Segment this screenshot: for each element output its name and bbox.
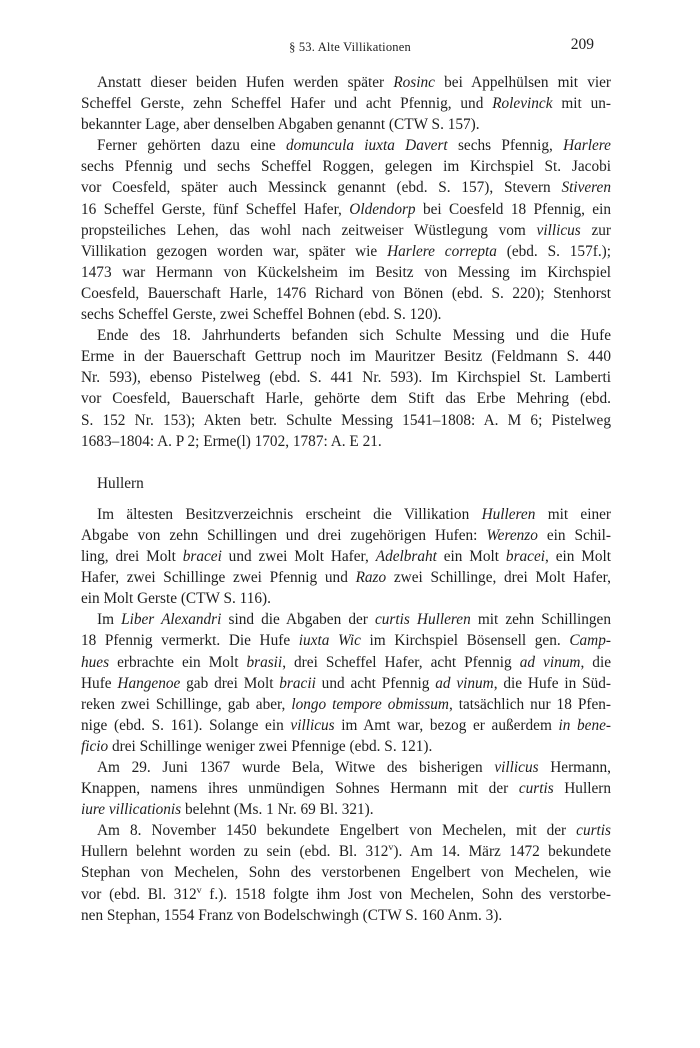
text-line — [81, 546, 611, 567]
text-run: Coesfeld, Bauerschaft Harle, 1476 Richard von Bönen (ebd. S. 220); Stenhorst — [81, 284, 611, 302]
italic-term: Harlere correpta — [387, 242, 497, 260]
spacer — [81, 452, 611, 473]
text-run: S. 152 Nr. 153); Akten betr. Schulte Messing 1541–1808: A. M 6; Pistelweg — [81, 411, 611, 429]
text-run: 16 Scheffel Gerste, fünf Scheffel Hafer, — [81, 200, 350, 218]
text-run: und acht Pfennig — [315, 674, 436, 692]
text-line — [81, 757, 611, 778]
italic-term: Oldendorp — [349, 200, 416, 218]
text-line — [81, 905, 611, 926]
text-run: ). Am 14. März 1472 bekundete — [393, 843, 612, 861]
text-run: 1473 war Hermann von Kückelsheim im Besitz von Messing im Kirchspiel — [81, 263, 611, 281]
text-line — [81, 304, 611, 325]
text-line — [81, 884, 611, 905]
page-number: 209 — [570, 36, 594, 53]
text-run: mit un- — [552, 95, 611, 113]
text-run: im Kirchspiel Bösensell gen. — [360, 632, 570, 650]
text-run: Hullern — [553, 780, 611, 798]
text-line — [81, 325, 611, 346]
text-line — [81, 736, 611, 757]
text-run: bei Appelhülsen mit vier — [434, 74, 611, 91]
italic-term: Camp- — [569, 632, 611, 650]
italic-term: curtis — [576, 822, 611, 840]
italic-term: bracii — [279, 674, 316, 692]
text-line — [81, 241, 611, 262]
text-line — [81, 367, 611, 388]
text-run: gab drei Molt — [180, 674, 280, 692]
text-run: ein Molt — [436, 548, 506, 566]
text-run: 18 Pfennig vermerkt. Die Hufe — [81, 632, 299, 650]
text-run: Am 29. Juni 1367 wurde Bela, Witwe des bisherigen — [97, 759, 495, 776]
text-run: Hafer, zwei Schillinge zwei Pfennig und — [81, 569, 356, 587]
italic-term: Werenzo — [486, 526, 538, 544]
italic-term: Rolevinck — [492, 95, 553, 113]
text-line — [81, 820, 611, 841]
italic-term: iuxta Wic — [298, 632, 361, 650]
text-run: Knappen, namens ihres unmündigen Sohnes Hermann mit der — [81, 780, 519, 798]
text-line — [81, 262, 611, 283]
text-run: belehnt (Ms. 1 Nr. 69 Bl. 321). — [181, 801, 374, 819]
text-run: nen Stephan, 1554 Franz von Bodelschwingh (CTW S. 160 Anm. 3). — [81, 906, 503, 924]
text-run: im Amt war, bezog er außerdem — [334, 716, 559, 734]
text-line — [81, 135, 611, 156]
text-line — [81, 694, 611, 715]
text-run: Am 8. November 1450 bekundete Engelbert von Mechelen, mit der — [97, 822, 577, 840]
spacer — [81, 494, 611, 504]
text-line — [81, 778, 611, 799]
italic-term: villicus — [290, 716, 335, 734]
italic-term: domuncula iuxta Davert — [286, 137, 448, 155]
text-run: vor Coesfeld, später auch Messinck genannt (ebd. S. 157), Stevern — [81, 179, 562, 197]
italic-term: villicus — [494, 759, 539, 776]
text-run: und zwei Molt Hafer, — [221, 548, 376, 566]
text-line — [81, 72, 611, 93]
text-line — [81, 199, 611, 220]
text-run: nige (ebd. S. 161). Solange ein — [81, 716, 291, 734]
italic-term: brasii — [246, 653, 283, 671]
text-run: , drei Scheffel Hafer, acht Pfennig — [282, 653, 520, 671]
text-line — [81, 504, 611, 525]
text-run: ling, drei Molt — [81, 548, 183, 566]
text-run: Erme in der Bauerschaft Gettrup noch im Mauritzer Besitz (Feldmann S. 440 — [81, 348, 611, 366]
text-line — [81, 609, 611, 630]
italic-term: Rosinc — [393, 74, 435, 91]
text-line — [81, 410, 611, 431]
italic-term: ficio — [81, 737, 109, 755]
text-line — [81, 93, 611, 114]
text-run: vor (ebd. Bl. 312 — [81, 885, 197, 903]
text-line — [81, 715, 611, 736]
text-run: sechs Pfennig und sechs Scheffel Roggen, gelegen im Kirchspiel St. Jacobi — [81, 158, 611, 176]
italic-term: curtis — [518, 780, 554, 798]
text-line — [81, 862, 611, 883]
italic-term: bracei — [505, 548, 546, 566]
italic-term: hues — [81, 653, 110, 671]
text-run: drei Schillinge weniger zwei Pfennige (ebd. S. 121). — [108, 737, 433, 755]
text-run: erbrachte ein Molt — [109, 653, 247, 671]
text-line — [81, 156, 611, 177]
text-line — [81, 673, 611, 694]
text-line — [81, 525, 611, 546]
text-run: sechs Pfennig, — [447, 137, 564, 155]
italic-term: Hangenoe — [117, 674, 181, 692]
text-run: Stephan von Mechelen, Sohn des verstorbenen Engelbert von Mechelen, wie — [81, 864, 611, 882]
text-run: sind die Abgaben der — [221, 611, 375, 629]
text-line — [81, 283, 611, 304]
text-line — [81, 652, 611, 673]
text-run: vor Coesfeld, Bauerschaft Harle, gehörte dem Stift das Erbe Mehring (ebd. — [81, 390, 611, 408]
text-run: Villikation gezogen worden war, später wie — [81, 242, 388, 260]
text-line — [81, 799, 611, 820]
text-line — [81, 567, 611, 588]
italic-term: villicus — [536, 221, 581, 239]
text-line — [81, 630, 611, 651]
italic-term: Hulleren — [481, 505, 536, 523]
text-run: sechs Scheffel Gerste, zwei Scheffel Bohnen (ebd. S. 120). — [81, 306, 442, 324]
text-run: Im — [97, 611, 122, 629]
italic-term: longo tempore obmissum — [291, 695, 449, 713]
text-run: Abgabe von zehn Schillingen und drei zugehörigen Hufen: — [81, 526, 487, 544]
text-run: ein Molt Gerste (CTW S. 116). — [81, 590, 271, 608]
text-run: Hullern belehnt worden zu sein (ebd. Bl. 312 — [81, 843, 389, 861]
section-heading — [81, 473, 611, 494]
text-run: Scheffel Gerste, zehn Scheffel Hafer und acht Pfennig, und — [81, 95, 493, 113]
italic-term: curtis Hulleren — [374, 611, 471, 629]
italic-term: Harlere — [563, 137, 611, 155]
text-run: , die — [580, 653, 611, 671]
text-run: propsteiliches Lehen, das wohl nach zeitweiser Wüstlegung vom — [81, 221, 537, 239]
running-header: § 53. Alte Villikationen — [289, 40, 411, 54]
italic-term: ad vinum — [519, 653, 581, 671]
text-run: Anstatt dieser beiden Hufen werden später — [97, 74, 394, 91]
text-run: f.). 1518 folgte ihm Jost von Mechelen, Sohn des verstorbe- — [201, 885, 611, 903]
text-run: reken zwei Schillinge, gab aber, — [81, 695, 292, 713]
italic-term: in bene- — [558, 716, 612, 734]
text-run: mit zehn Schillingen — [470, 611, 611, 629]
italic-term: ad vinum — [435, 674, 494, 692]
text-run: Ferner gehörten dazu eine — [97, 137, 286, 155]
italic-term: Liber Alexandri — [121, 611, 222, 629]
superscript: v — [196, 884, 202, 896]
text-run: Hermann, — [538, 759, 611, 776]
text-run: , tatsächlich nur 18 Pfen- — [448, 695, 611, 713]
body-text — [81, 72, 611, 926]
text-run: mit einer — [535, 505, 612, 523]
text-line — [81, 431, 611, 452]
text-line — [81, 114, 611, 135]
text-line — [81, 588, 611, 609]
italic-term: iure villicationis — [81, 801, 182, 819]
text-line — [81, 220, 611, 241]
italic-term: Adelbraht — [375, 548, 437, 566]
italic-term: Razo — [355, 569, 387, 587]
text-run: ein Schil- — [537, 526, 611, 544]
text-run: zwei Schillinge, drei Molt Hafer, — [386, 569, 611, 587]
text-line — [81, 177, 611, 198]
text-run: , ein Molt — [545, 548, 611, 566]
text-run: , die Hufe in Süd- — [493, 674, 611, 692]
text-run: Nr. 593), ebenso Pistelweg (ebd. S. 441 Nr. 593). Im Kirchspiel St. Lamberti — [81, 369, 611, 387]
text-run: zur — [580, 221, 611, 239]
text-run: Hufe — [81, 674, 118, 692]
italic-term: bracei — [182, 548, 222, 566]
superscript: v — [388, 842, 394, 854]
italic-term: Stiveren — [561, 179, 611, 197]
text-run: Hullern — [97, 474, 144, 492]
text-line — [81, 388, 611, 409]
text-run: (ebd. S. 157f.); — [496, 242, 611, 260]
text-run: 1683–1804: A. P 2; Erme(l) 1702, 1787: A. E 21. — [81, 432, 382, 450]
text-run: bekannter Lage, aber denselben Abgaben genannt (CTW S. 157). — [81, 116, 480, 134]
text-line — [81, 346, 611, 367]
text-run: Im ältesten Besitzverzeichnis erscheint die Villikation — [97, 505, 482, 523]
text-run: bei Coesfeld 18 Pfennig, ein — [415, 200, 611, 218]
text-run: Ende des 18. Jahrhunderts befanden sich Schulte Messing und die Hufe — [97, 327, 611, 345]
text-line — [81, 841, 611, 862]
